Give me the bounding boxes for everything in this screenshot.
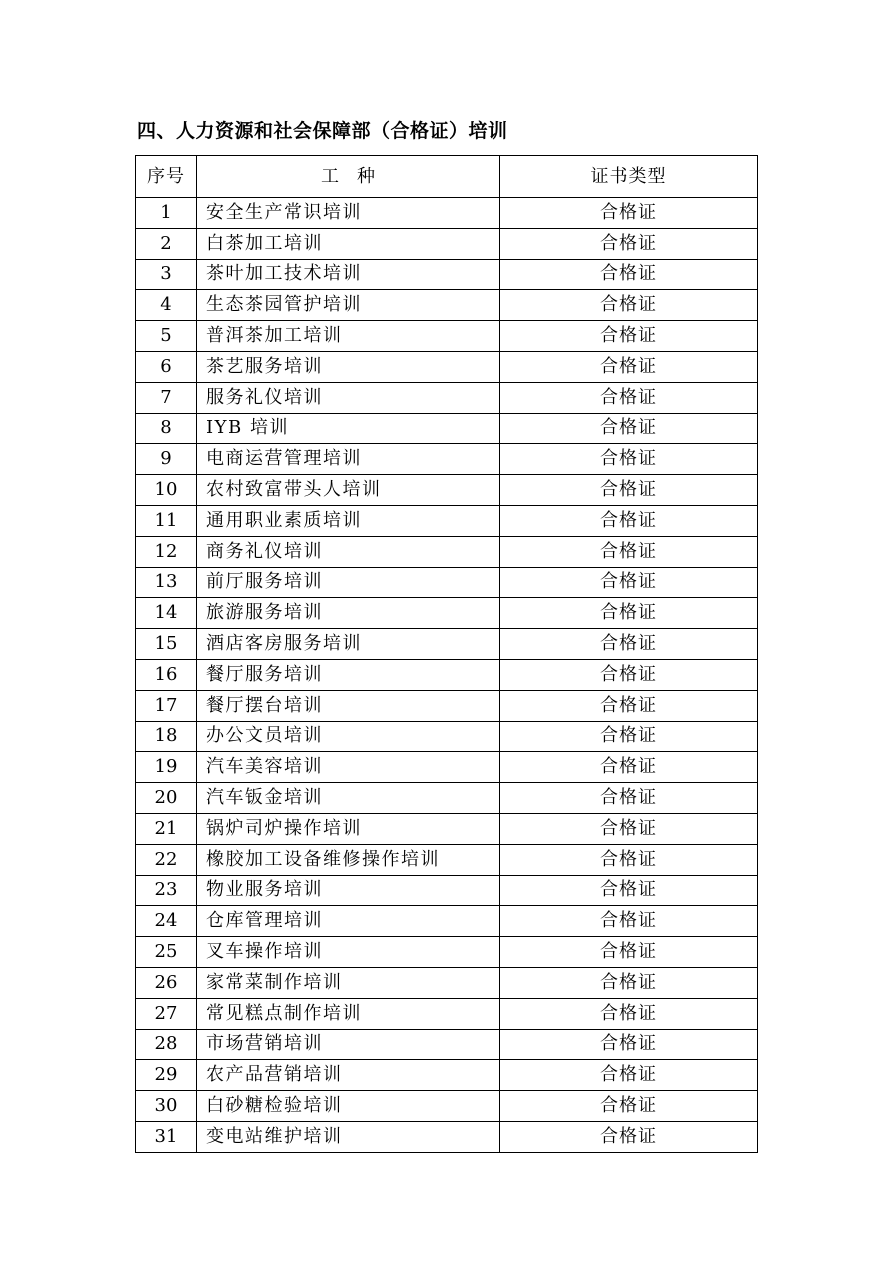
row-certificate-type: 合格证 <box>500 1060 758 1091</box>
table-row <box>136 844 758 875</box>
row-trade-name: 汽车钣金培训 <box>197 783 500 814</box>
row-trade-name: 餐厅摆台培训 <box>197 690 500 721</box>
row-number: 19 <box>136 752 197 783</box>
table-row <box>136 721 758 752</box>
row-trade-name: 前厅服务培训 <box>197 567 500 598</box>
row-number: 17 <box>136 690 197 721</box>
row-certificate-type: 合格证 <box>500 536 758 567</box>
row-certificate-type: 合格证 <box>500 783 758 814</box>
row-certificate-type: 合格证 <box>500 444 758 475</box>
table-row <box>136 813 758 844</box>
table-row <box>136 505 758 536</box>
row-trade-name: 白茶加工培训 <box>197 228 500 259</box>
row-number: 31 <box>136 1121 197 1152</box>
table-row <box>136 998 758 1029</box>
table-row <box>136 1091 758 1122</box>
table-row <box>136 444 758 475</box>
table-row <box>136 1121 758 1152</box>
row-certificate-type: 合格证 <box>500 875 758 906</box>
row-number: 14 <box>136 598 197 629</box>
row-trade-name: 办公文员培训 <box>197 721 500 752</box>
certificate-table <box>135 155 758 1153</box>
row-trade-name: 酒店客房服务培训 <box>197 629 500 660</box>
row-trade-name: 变电站维护培训 <box>197 1121 500 1152</box>
row-number: 21 <box>136 813 197 844</box>
table-row <box>136 1060 758 1091</box>
table-row <box>136 906 758 937</box>
table-row <box>136 321 758 352</box>
header-certificate-type: 证书类型 <box>500 156 758 198</box>
row-number: 20 <box>136 783 197 814</box>
row-certificate-type: 合格证 <box>500 752 758 783</box>
row-number: 24 <box>136 906 197 937</box>
table-row <box>136 259 758 290</box>
row-certificate-type: 合格证 <box>500 382 758 413</box>
row-trade-name: 商务礼仪培训 <box>197 536 500 567</box>
row-certificate-type: 合格证 <box>500 844 758 875</box>
table-row <box>136 475 758 506</box>
page-title: 四、人力资源和社会保障部（合格证）培训 <box>137 120 508 142</box>
row-trade-name: 旅游服务培训 <box>197 598 500 629</box>
row-trade-name: 农产品营销培训 <box>197 1060 500 1091</box>
row-trade-name: 常见糕点制作培训 <box>197 998 500 1029</box>
row-number: 9 <box>136 444 197 475</box>
row-trade-name: 叉车操作培训 <box>197 937 500 968</box>
row-number: 26 <box>136 967 197 998</box>
row-certificate-type: 合格证 <box>500 1029 758 1060</box>
row-number: 7 <box>136 382 197 413</box>
row-number: 10 <box>136 475 197 506</box>
table-row <box>136 937 758 968</box>
table-row <box>136 1029 758 1060</box>
row-number: 16 <box>136 659 197 690</box>
row-certificate-type: 合格证 <box>500 659 758 690</box>
row-trade-name: 餐厅服务培训 <box>197 659 500 690</box>
table-row <box>136 290 758 321</box>
row-number: 30 <box>136 1091 197 1122</box>
row-number: 6 <box>136 351 197 382</box>
table-row <box>136 598 758 629</box>
table-row <box>136 783 758 814</box>
row-trade-name: 电商运营管理培训 <box>197 444 500 475</box>
row-number: 5 <box>136 321 197 352</box>
row-trade-name: 家常菜制作培训 <box>197 967 500 998</box>
row-certificate-type: 合格证 <box>500 598 758 629</box>
table-row <box>136 629 758 660</box>
row-trade-name: 锅炉司炉操作培训 <box>197 813 500 844</box>
row-certificate-type: 合格证 <box>500 475 758 506</box>
table-row <box>136 875 758 906</box>
row-number: 29 <box>136 1060 197 1091</box>
row-certificate-type: 合格证 <box>500 690 758 721</box>
row-number: 27 <box>136 998 197 1029</box>
row-certificate-type: 合格证 <box>500 567 758 598</box>
row-number: 22 <box>136 844 197 875</box>
table-row <box>136 690 758 721</box>
table-row <box>136 536 758 567</box>
table-row <box>136 659 758 690</box>
row-certificate-type: 合格证 <box>500 413 758 444</box>
row-number: 1 <box>136 198 197 229</box>
row-number: 8 <box>136 413 197 444</box>
row-trade-name: 仓库管理培训 <box>197 906 500 937</box>
row-certificate-type: 合格证 <box>500 351 758 382</box>
row-number: 15 <box>136 629 197 660</box>
header-trade: 工 种 <box>197 156 500 198</box>
row-certificate-type: 合格证 <box>500 629 758 660</box>
row-trade-name: 农村致富带头人培训 <box>197 475 500 506</box>
row-certificate-type: 合格证 <box>500 290 758 321</box>
row-certificate-type: 合格证 <box>500 937 758 968</box>
row-certificate-type: 合格证 <box>500 906 758 937</box>
row-certificate-type: 合格证 <box>500 1121 758 1152</box>
row-certificate-type: 合格证 <box>500 198 758 229</box>
row-number: 23 <box>136 875 197 906</box>
row-trade-name: 汽车美容培训 <box>197 752 500 783</box>
row-certificate-type: 合格证 <box>500 321 758 352</box>
row-number: 25 <box>136 937 197 968</box>
table-row <box>136 967 758 998</box>
row-number: 2 <box>136 228 197 259</box>
row-number: 3 <box>136 259 197 290</box>
row-trade-name: 茶艺服务培训 <box>197 351 500 382</box>
table-header <box>136 156 758 198</box>
row-trade-name: 白砂糖检验培训 <box>197 1091 500 1122</box>
table-row <box>136 351 758 382</box>
table-row <box>136 752 758 783</box>
row-trade-name: 物业服务培训 <box>197 875 500 906</box>
row-trade-name: 通用职业素质培训 <box>197 505 500 536</box>
row-trade-name: 茶叶加工技术培训 <box>197 259 500 290</box>
row-certificate-type: 合格证 <box>500 998 758 1029</box>
table-body <box>136 198 758 1153</box>
row-certificate-type: 合格证 <box>500 813 758 844</box>
row-certificate-type: 合格证 <box>500 505 758 536</box>
row-certificate-type: 合格证 <box>500 228 758 259</box>
row-trade-name: IYB 培训 <box>197 413 500 444</box>
header-number: 序号 <box>136 156 197 198</box>
row-trade-name: 市场营销培训 <box>197 1029 500 1060</box>
row-trade-name: 服务礼仪培训 <box>197 382 500 413</box>
row-number: 4 <box>136 290 197 321</box>
table-row <box>136 228 758 259</box>
row-trade-name: 普洱茶加工培训 <box>197 321 500 352</box>
row-certificate-type: 合格证 <box>500 967 758 998</box>
row-trade-name: 安全生产常识培训 <box>197 198 500 229</box>
row-number: 18 <box>136 721 197 752</box>
row-certificate-type: 合格证 <box>500 259 758 290</box>
table-row <box>136 567 758 598</box>
table-row <box>136 382 758 413</box>
row-number: 11 <box>136 505 197 536</box>
row-number: 12 <box>136 536 197 567</box>
row-trade-name: 生态茶园管护培训 <box>197 290 500 321</box>
row-number: 28 <box>136 1029 197 1060</box>
row-trade-name: 橡胶加工设备维修操作培训 <box>197 844 500 875</box>
table-row <box>136 413 758 444</box>
row-certificate-type: 合格证 <box>500 721 758 752</box>
row-number: 13 <box>136 567 197 598</box>
table-row <box>136 198 758 229</box>
header-row <box>136 156 758 198</box>
row-certificate-type: 合格证 <box>500 1091 758 1122</box>
